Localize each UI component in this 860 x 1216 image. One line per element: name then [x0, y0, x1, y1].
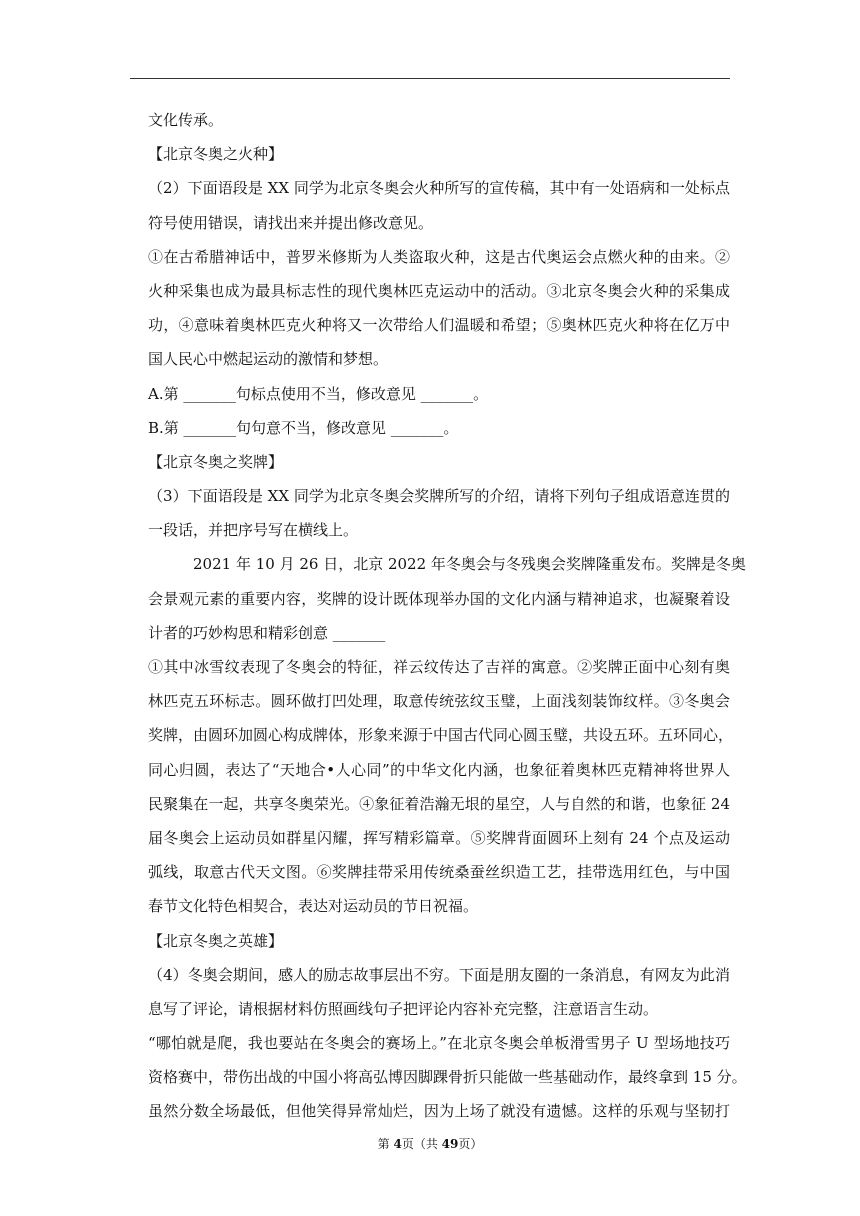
text-line: 2021 年 10 月 26 日，北京 2022 年冬奥会与冬残奥会奖牌隆重发布。奖牌是冬奥 [148, 555, 746, 574]
text-line: 资格赛中，带伤出战的中国小将高弘博因脚踝骨折只能做一些基础动作，最终拿到 15 分。 [148, 1068, 747, 1087]
header-rule [130, 78, 730, 79]
document-body [148, 103, 747, 1129]
text-line: 文化传承。 [148, 111, 224, 129]
text-line: （2）下面语段是 XX 同学为北京冬奥会火种所写的宣传稿，其中有一处语病和一处标点 [148, 179, 730, 198]
text-line: 虽然分数全场最低，但他笑得异常灿烂，因为上场了就没有遗憾。这样的乐观与坚韧打 [148, 1102, 730, 1121]
answer-line-a: A.第 _______句标点使用不当，修改意见 _______。 [148, 384, 489, 403]
footer-suffix: 页） [458, 1137, 483, 1151]
footer-total-pages: 49 [441, 1137, 459, 1151]
text-line: （4）冬奥会期间，感人的励志故事层出不穷。下面是朋友圈的一条消息，有网友为此消 [148, 965, 730, 984]
text-line: 国人民心中燃起运动的激情和梦想。 [148, 350, 389, 369]
footer-prefix: 第 [377, 1137, 394, 1151]
text-line: 息写了评论，请根据材料仿照画线句子把评论内容补充完整，注意语言生动。 [148, 999, 659, 1018]
section-heading-hero: 【北京冬奥之英雄】 [148, 931, 284, 950]
section-heading-medal: 【北京冬奥之奖牌】 [148, 452, 284, 471]
text-line: 弧线，取意古代天文图。⑥奖牌挂带采用传统桑蚕丝织造工艺，挂带选用红色，与中国 [148, 863, 730, 882]
text-line: 民聚集在一起，共享冬奥荣光。④象征着浩瀚无垠的星空，人与自然的和谐，也象征 24 [148, 794, 730, 813]
text-line: ①其中冰雪纹表现了冬奥会的特征，祥云纹传达了吉祥的寓意。②奖牌正面中心刻有奥 [148, 658, 730, 676]
text-line: 计者的巧妙构思和精彩创意 _______ [148, 623, 386, 642]
text-line: 会景观元素的重要内容，奖牌的设计既体现举办国的文化内涵与精神追求，也凝聚着设 [148, 589, 730, 608]
text-line: 奖牌，由圆环加圆心构成牌体，形象来源于中国古代同心圆玉璧，共设五环。五环同心， [148, 726, 734, 745]
text-line: 符号使用错误，请找出来并提出修改意见。 [148, 213, 434, 232]
text-line: 火种采集也成为最具标志性的现代奥林匹克运动中的活动。③北京冬奥会火种的采集成 [148, 281, 730, 300]
page-footer [0, 1136, 860, 1152]
text-line: 林匹克五环标志。圆环做打凹处理，取意传统弦纹玉璧，上面浅刻装饰纹样。③冬奥会 [148, 692, 730, 711]
footer-middle: 页（共 [401, 1137, 442, 1151]
text-line: 春节文化特色相契合，表达对运动员的节日祝福。 [148, 897, 479, 916]
footer-page-number: 4 [393, 1137, 402, 1151]
text-line: ①在古希腊神话中，普罗米修斯为人类盗取火种，这是古代奥运会点燃火种的由来。② [148, 247, 730, 266]
answer-line-b: B.第 _______句句意不当，修改意见 _______。 [148, 418, 459, 437]
text-line: “哪怕就是爬，我也要站在冬奥会的赛场上。”在北京冬奥会单板滑雪男子 U 型场地技巧 [148, 1034, 730, 1053]
text-line: （3）下面语段是 XX 同学为北京冬奥会奖牌所写的介绍，请将下列句子组成语意连贯的 [148, 487, 730, 506]
text-line: 一段话，并把序号写在横线上。 [148, 521, 359, 540]
section-heading-fire: 【北京冬奥之火种】 [148, 145, 284, 164]
text-line: 届冬奥会上运动员如群星闪耀，挥写精彩篇章。⑤奖牌背面圆环上刻有 24 个点及运动 [148, 828, 730, 847]
text-line: 功，④意味着奥林匹克火种将又一次带给人们温暖和希望；⑤奥林匹克火种将在亿万中 [148, 316, 730, 335]
text-line: 同心归圆，表达了“天地合•人心同”的中华文化内涵，也象征着奥林匹克精神将世界人 [148, 760, 730, 779]
